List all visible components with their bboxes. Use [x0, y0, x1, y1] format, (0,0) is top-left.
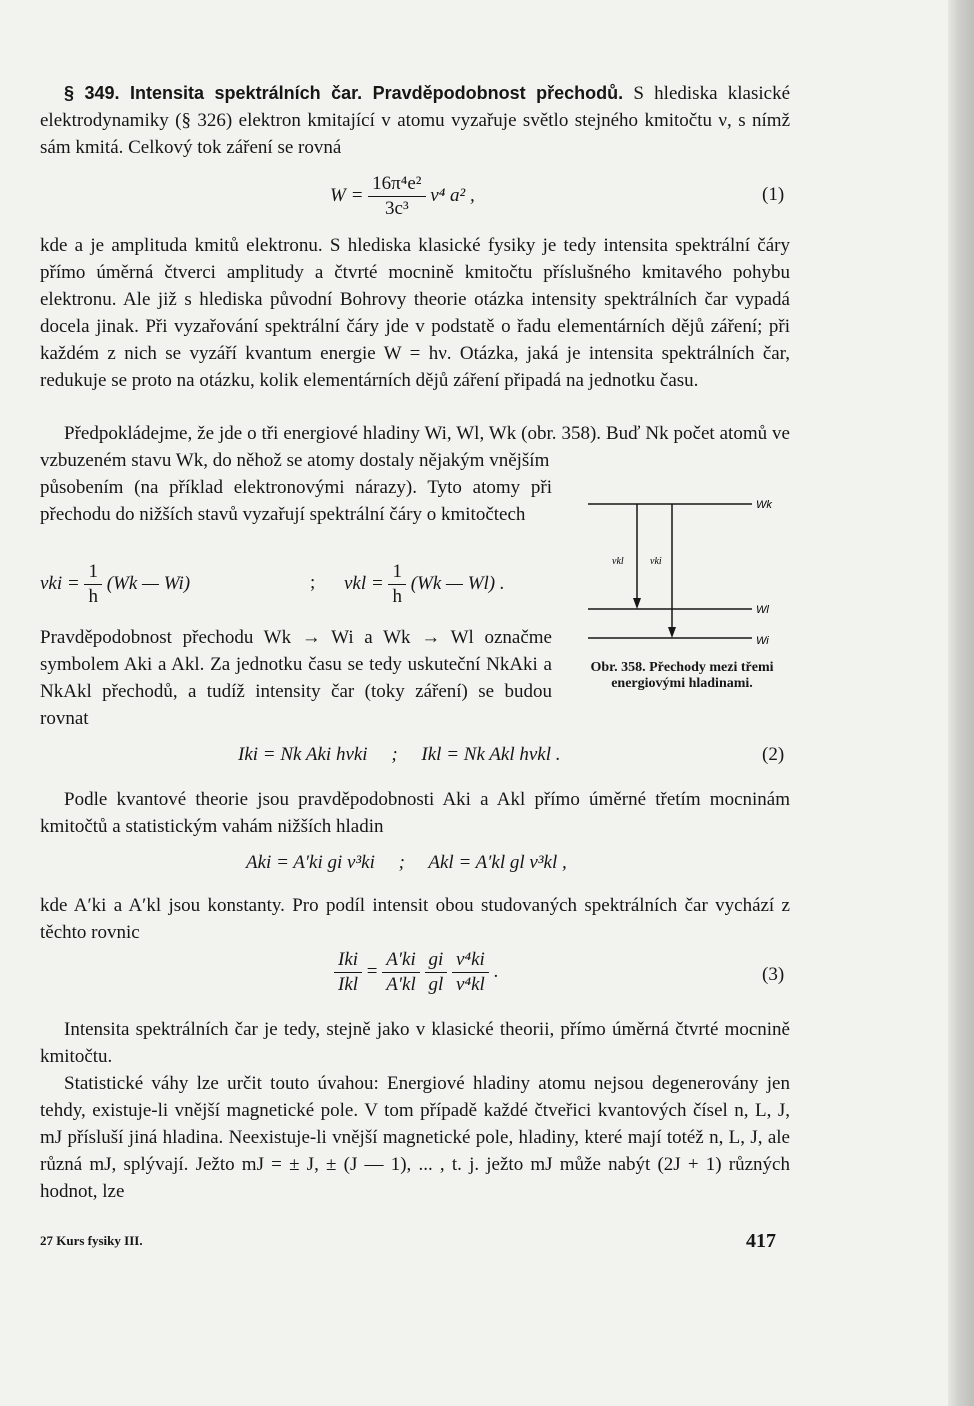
level-l-label: Wl [756, 604, 769, 616]
energy-level-diagram [580, 488, 800, 658]
paragraph-1: kde a je amplituda kmitů elektronu. S hlediska klasické fysiky je tedy intensita spektrální čáry přímo úměrná čtverci amplitudy a čtvrté mocnině kmitočtu příslušného kmitavého pohybu elektronu. Ale již s hlediska původní Bohrovy theorie otázka intensity spektrálních čar vypadá docela jinak. Při vyzařování spektrální čáry jde v podstatě o řadu elementárních dějů záření; při každém z nich se vyzáří kvantum energie W = hν. Otázka, jaká je intensita spektrálních čar, redukuje se proto na otázku, kolik elementárních dějů záření připadá na jednotku času. [40, 235, 790, 391]
equation-nu-ki [40, 560, 190, 609]
arrow-ki-label: νki [650, 556, 662, 567]
paragraph-7-block [40, 1070, 790, 1205]
eq3-den-a: A′kl [386, 974, 416, 995]
paragraph-2a: Předpokládejme, že jde o tři energiové hladiny Wi, Wl, Wk (obr. 358). Buď Nk počet atomů ve vzbuzeném stavu Wk, do něhož se atomy dostaly nějakým vnějším [40, 423, 790, 471]
eq3-den-nu: ν⁴kl [456, 974, 485, 995]
arrow-ki-head [668, 627, 676, 638]
eq1-numerator: 16π⁴e² [368, 172, 425, 197]
equation-2-label: (2) [762, 744, 785, 765]
level-k-label: Wk [756, 499, 772, 511]
equation-1 [330, 172, 475, 221]
arrow-kl-head [633, 598, 641, 609]
eq3-num-g: gi [425, 948, 448, 973]
eq1-rhs: ν⁴ a² , [430, 184, 475, 206]
nu-kl-numerator: 1 [388, 560, 406, 585]
eq3-den-g: gl [428, 974, 444, 995]
nu-ki-rhs: (Wk — Wi) [106, 572, 191, 594]
equation-3-label: (3) [762, 964, 785, 985]
section-intro: S hlediska klasické elektrodynamiky (§ 326) elektron kmitající v atomu vyzařuje světlo stejného kmitočtu ν, s nímž sám kmitá. Celkový tok záření se rovná [40, 83, 791, 158]
eq3-ratio-nu [452, 948, 489, 997]
section-intro-block [40, 80, 790, 161]
equation-separator-1: ; [310, 572, 316, 593]
paragraph-3: Pravděpodobnost přechodu Wk → Wi a Wk → Wl označme symbolem Aki a Akl. Za jednotku času se tedy uskuteční NkAki a NkAkl přechodů, a tudíž intensity čar (toky záření) se budou rovnat [40, 627, 552, 729]
eq3-ratio-g [425, 948, 448, 997]
level-i-label: Wi [756, 635, 769, 647]
eq3-num-a: A′ki [382, 948, 419, 973]
nu-kl-lhs: νkl = [344, 572, 384, 594]
paragraph-6-block [40, 1016, 790, 1070]
paragraph-7: Statistické váhy lze určit touto úvahou: Energiové hladiny atomu nejsou degenerovány jen tehdy, existuje-li vnější magnetické pole. V tom případě každé čtveřici kvantových čísel n, L, J, mJ přísluší jiná hladina. Neexistuje-li vnější magnetické pole, hladiny, které mají totéž n, L, J, ale různá mJ, splývají. Ježto mJ = ± J, ± (J — 1), ... , t. j. ježto mJ může nabýt (2J + 1) různých hodnot, lze [40, 1073, 790, 1202]
eq3-dot: . [493, 960, 499, 982]
page-edge-shadow [948, 0, 974, 1406]
eq1-denominator: 3c³ [385, 198, 409, 219]
equation-2 [238, 744, 561, 766]
nu-ki-numerator: 1 [84, 560, 102, 585]
equation-1-label: (1) [762, 184, 785, 205]
paragraph-2b-block [40, 474, 552, 528]
eq3-num-nu: ν⁴ki [452, 948, 489, 973]
eq3-ratio-a [382, 948, 419, 997]
eq1-fraction [368, 172, 425, 221]
paragraph-4: Podle kvantové theorie jsou pravděpodobnosti Aki a Akl přímo úměrné třetím mocninám kmitočtů a statistickým vahám nižších hladin [40, 789, 790, 837]
equation-3 [334, 948, 498, 997]
nu-kl-rhs: (Wk — Wl) . [410, 572, 505, 594]
eq3-ratio-intensity [334, 948, 362, 997]
paragraph-4-block [40, 786, 790, 840]
nu-ki-lhs: νki = [40, 572, 80, 594]
paragraph-6: Intensita spektrálních čar je tedy, stejně jako v klasické theorii, přímo úměrná čtvrté mocnině kmitočtu. [40, 1019, 790, 1067]
paragraph-5: kde A′ki a A′kl jsou konstanty. Pro podíl intensit obou studovaných spektrálních čar vychází z těchto rovnic [40, 895, 790, 943]
eq-a-text: Aki = A′ki gi ν³ki ; Akl = A′kl gl ν³kl , [246, 852, 567, 873]
paragraph-5-block [40, 892, 790, 946]
eq3-equals: = [366, 960, 378, 982]
equation-a [246, 852, 567, 874]
nu-ki-denominator: h [88, 586, 98, 607]
section-heading: § 349. Intensita spektrálních čar. Pravděpodobnost přechodů. [64, 83, 624, 103]
arrow-kl-label: νkl [612, 556, 624, 567]
eq3-den-intensity: Ikl [338, 974, 359, 995]
eq3-num-intensity: Iki [334, 948, 362, 973]
paragraph-1-block [40, 232, 790, 394]
footer-signature: 27 Kurs fysiky III. [40, 1233, 143, 1248]
page-number: 417 [746, 1230, 776, 1252]
eq1-lhs: W = [330, 184, 364, 206]
paragraph-2b: působením (na příklad elektronovými nárazy). Tyto atomy při přechodu do nižších stavů vyzařují spektrální čáry o kmitočtech [40, 477, 552, 525]
nu-kl-denominator: h [392, 586, 402, 607]
figure-caption: Obr. 358. Přechody mezi třemi energiovými hladinami. [590, 660, 774, 691]
nu-kl-fraction [388, 560, 406, 609]
eq2-text: Iki = Nk Aki hνki ; Ikl = Nk Akl hνkl . [238, 744, 561, 765]
paragraph-2-block [40, 420, 790, 474]
equation-nu-kl [344, 560, 505, 609]
paragraph-3-block [40, 624, 552, 732]
nu-ki-fraction [84, 560, 102, 609]
